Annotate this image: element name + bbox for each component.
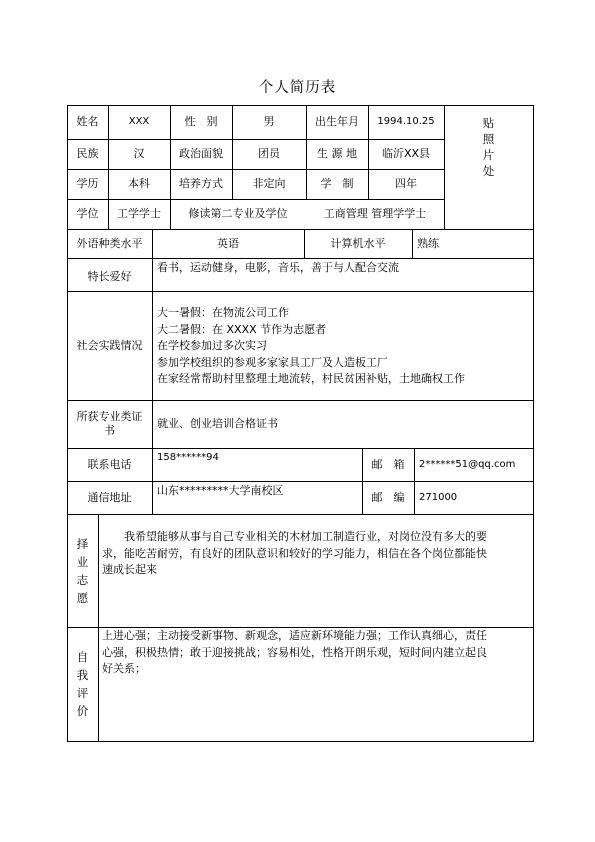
origin-value: 临沂XX县 (381, 147, 431, 160)
address-value: 山东*********大学南校区 (157, 484, 284, 497)
self-eval-label-char: 我 (76, 668, 89, 682)
practice-item: 在学校参加过多次实习 (157, 339, 267, 352)
photo-placeholder (444, 105, 533, 229)
certificate-label-line: 书 (104, 424, 115, 437)
self-eval-line: 心强，积极热情；敢于迎接挑战；容易相处，性格开朗乐观，短时间内建立起良 (102, 645, 487, 659)
gender-label: 性 别 (184, 115, 218, 128)
self-eval-label-char: 评 (76, 686, 89, 700)
self-eval-text (102, 628, 532, 678)
certificate-label (67, 400, 152, 448)
practice-item: 大一暑假：在物流公司工作 (157, 306, 289, 319)
name-value: XXX (128, 116, 150, 127)
education-label: 学历 (76, 177, 99, 190)
birth-label: 出生年月 (315, 115, 359, 128)
postcode-label: 邮 编 (371, 490, 405, 504)
career-label-char: 愿 (76, 590, 89, 605)
career-line: 我希望能够从事与自己专业相关的木材加工制造行业，对岗位没有多大的要 (102, 530, 487, 543)
career-text (102, 529, 532, 579)
photo-char: 处 (482, 164, 495, 178)
career-label (67, 514, 98, 627)
career-label-char: 业 (76, 554, 89, 569)
computer-value: 熟练 (417, 236, 439, 250)
language-label: 外语种类水平 (76, 236, 143, 250)
phone-label: 联系电话 (87, 457, 132, 471)
photo-char: 照 (482, 132, 495, 146)
career-label-char: 志 (76, 572, 89, 587)
photo-char: 片 (482, 148, 495, 162)
career-line: 速成长起来 (102, 563, 157, 576)
second-major-label: 修读第二专业及学位 (188, 207, 288, 220)
practice-list (157, 305, 533, 388)
hobby-value: 看书，运动健身，电影，音乐，善于与人配合交流 (157, 261, 399, 274)
self-eval-label-char: 价 (76, 704, 89, 718)
practice-item: 在家经常帮助村里整理土地流转，村民贫困补贴，土地确权工作 (157, 372, 465, 385)
self-eval-label-char: 自 (76, 650, 89, 664)
hobby-label: 特长爱好 (87, 269, 132, 283)
political-label: 政治面貌 (179, 147, 223, 160)
self-eval-line: 好关系； (102, 662, 146, 675)
language-value: 英语 (217, 236, 239, 250)
career-line: 求，能吃苦耐劳，有良好的团队意识和较好的学习能力，相信在各个岗位都能快 (102, 546, 487, 560)
education-value: 本科 (128, 177, 150, 190)
practice-item: 大二暑假：在 XXXX 节作为志愿者 (157, 322, 327, 336)
birth-value: 1994.10.25 (377, 116, 435, 127)
training-label: 培养方式 (179, 177, 223, 190)
program-label: 学 制 (320, 177, 354, 190)
photo-char: 贴 (482, 116, 495, 130)
practice-item: 参加学校组织的参观多家家具工厂及人造板工厂 (157, 355, 388, 369)
political-value: 团员 (258, 147, 280, 160)
training-value: 非定向 (252, 177, 286, 190)
origin-label: 生 源 地 (317, 147, 357, 160)
phone-value: 158******94 (157, 452, 219, 463)
address-label: 通信地址 (87, 490, 132, 504)
certificate-value: 就业、创业培训合格证书 (157, 417, 278, 430)
program-value: 四年 (395, 177, 417, 190)
self-eval-label (67, 627, 98, 741)
name-label: 姓名 (76, 115, 99, 128)
computer-label: 计算机水平 (330, 236, 386, 250)
certificate-label-line: 所获专业类证 (76, 410, 143, 423)
self-eval-line: 上进心强；主动接受新事物、新观念，适应新环境能力强；工作认真细心，责任 (102, 629, 487, 642)
ethnic-label: 民族 (76, 147, 99, 160)
page-title: 个人简历表 (258, 80, 337, 96)
practice-label: 社会实践情况 (76, 338, 143, 352)
degree-value: 工学学士 (117, 207, 161, 220)
gender-value: 男 (263, 115, 275, 128)
career-label-char: 择 (76, 536, 89, 551)
second-major-value: 工商管理 管理学学士 (323, 207, 427, 220)
email-value: 2******51@qq.com (419, 458, 516, 470)
degree-label: 学位 (76, 207, 99, 220)
ethnic-value: 汉 (133, 147, 145, 160)
postcode-value: 271000 (419, 491, 458, 503)
email-label: 邮 箱 (371, 457, 405, 471)
